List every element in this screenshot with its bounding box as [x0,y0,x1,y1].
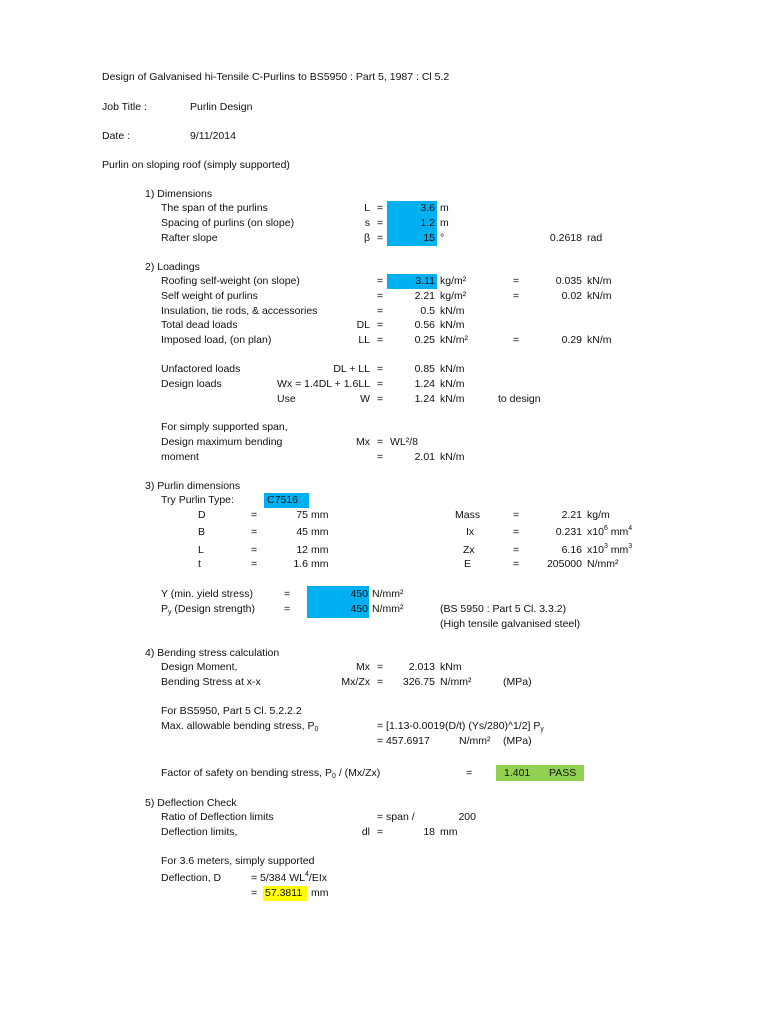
equals: = [513,509,520,521]
equals: = [377,451,384,463]
roofing-weight-unit: kg/m² [440,275,467,287]
bending-stress-note: (MPa) [503,676,532,688]
dead-load-symbol: DL [356,319,370,331]
deflection-limit-unit: mm [440,826,458,838]
equals: = [377,305,384,317]
design-moment-unit: kNm [440,661,462,673]
section-loadings-heading: 2) Loadings [145,261,200,273]
mass-value: 2.21 [561,509,582,521]
imposed-load-kn: 0.29 [561,334,582,346]
equals: = [377,232,384,244]
span-unit: m [440,202,449,214]
factor-of-safety-label: Factor of safety on bending stress, $P_0 / (Mx/Zx)$ [161,767,381,780]
insulation-unit: kN/m [440,305,465,317]
simply-supported-line1: For simply supported span, [161,421,288,433]
design-strength-unit: N/mm² [372,603,404,615]
roofing-weight-kn-unit: kN/m [587,275,612,287]
deflection-value: 57.3811 [265,887,303,899]
mass-symbol: Mass [455,509,481,521]
design-loads-unit: kN/m [440,378,465,390]
purlin-type-value[interactable]: C7516 [267,494,298,506]
equals: = [251,509,258,521]
equals: = [377,826,384,838]
bending-stress-value: 326.75 [402,676,435,688]
case-description: Purlin on sloping roof (simply supported) [102,159,290,171]
spacing-value[interactable]: 1.2 [420,217,435,229]
date-value[interactable]: 9/11/2014 [190,130,236,142]
slope-symbol: β [363,232,370,244]
dim-D-unit: mm [311,509,329,521]
design-loads-label: Design loads [161,378,222,390]
dim-B-value: 45 [296,526,308,538]
equals: = [377,319,384,331]
insulation-label: Insulation, tie rods, & accessories [161,305,318,317]
design-moment-symbol: Mx [356,661,370,673]
equals: = [513,290,520,302]
equals: = [251,558,258,570]
equals: = [377,676,384,688]
dim-B-unit: mm [311,526,329,538]
equals: = [377,275,384,287]
equals: = [377,436,384,448]
code-reference: For BS5950, Part 5 Cl. 5.2.2.2 [161,705,302,717]
ix-symbol: Ix [466,526,475,538]
section-deflection-heading: 5) Deflection Check [145,797,237,809]
equals: = [377,363,384,375]
design-strength-value[interactable]: 450 [350,603,368,615]
deflection-ratio-formula: = span / [377,811,415,823]
deflection-limit-label: Deflection limits, [161,826,238,838]
insulation-value: 0.5 [420,305,435,317]
slope-label: Rafter slope [161,232,218,244]
yield-stress-value[interactable]: 450 [350,588,368,600]
design-strength-reference: (BS 5950 : Part 5 Cl. 3.3.2) [440,603,567,615]
deflection-formula: = 5/384 $WL^4$/EIx [251,871,327,884]
dim-t-symbol: t [198,558,201,570]
imposed-load-value: 0.25 [414,334,435,346]
equals: = [251,526,258,538]
dead-load-unit: kN/m [440,319,465,331]
max-allowable-formula: = [1.13-0.0019(D/t) (Ys/280)^1/2] $P_y$ [377,720,544,733]
simply-supported-line3: moment [161,451,199,463]
purlin-weight-value: 2.21 [414,290,435,302]
section-dimensions-heading: 1) Dimensions [145,188,213,200]
design-loads-value: 1.24 [414,378,435,390]
purlin-weight-kn-unit: kN/m [587,290,612,302]
bending-stress-unit: N/mm² [440,676,472,688]
slope-unit: ° [440,232,445,244]
deflection-limit-symbol: dl [361,826,370,838]
equals: = [466,767,473,779]
moment-unit: kN/m [440,451,465,463]
imposed-load-symbol: LL [358,334,370,346]
zx-symbol: Zx [463,544,475,556]
use-value: 1.24 [414,393,435,405]
e-value: 205000 [546,558,582,570]
span-value[interactable]: 3.6 [420,202,435,214]
span-label: The span of the purlins [161,202,268,214]
spacing-unit: m [440,217,449,229]
e-unit: N/mm² [587,558,619,570]
deflection-unit: mm [311,887,329,899]
equals: = [284,588,291,600]
equals: = [377,334,384,346]
equals: = [513,526,520,538]
unfactored-loads-unit: kN/m [440,363,465,375]
max-allowable-unit: N/mm² [459,735,491,747]
roofing-weight-kn: 0.035 [555,275,582,287]
equals: = [377,661,384,673]
moment-formula: WL²/8 [390,436,419,448]
span-symbol: L [364,202,370,214]
dead-load-label: Total dead loads [161,319,238,331]
bending-stress-symbol: Mx/Zx [341,676,370,688]
bending-stress-label: Bending Stress at x-x [161,676,261,688]
imposed-load-kn-unit: kN/m [587,334,612,346]
simply-supported-line2: Design maximum bending [161,436,283,448]
equals: = [513,558,520,570]
equals: = [513,275,520,287]
deflection-limit-value: 18 [423,826,435,838]
ix-value: 0.231 [555,526,582,538]
steel-type-note: (High tensile galvanised steel) [440,618,581,630]
purlin-type-label: Try Purlin Type: [161,494,234,506]
moment-value: 2.01 [414,451,435,463]
equals: = [513,544,520,556]
dim-L-symbol: L [198,544,204,556]
dim-D-value: 75 [296,509,308,521]
equals: = [251,887,258,899]
deflection-ratio-label: Ratio of Deflection limits [161,811,274,823]
imposed-load-label: Imposed load, (on plan) [161,334,272,346]
deflection-ratio-value: 200 [458,811,476,823]
max-allowable-label: Max. allowable bending stress, $P_0$ [161,720,319,733]
document-title: Design of Galvanised hi-Tensile C-Purlins to BS5950 : Part 5, 1987 : Cl 5.2 [102,71,450,83]
spacing-symbol: s [364,217,370,229]
dead-load-value: 0.56 [414,319,435,331]
design-loads-formula: Wx = 1.4DL + 1.6LL [277,378,370,390]
design-moment-value: 2.013 [408,661,435,673]
design-moment-label: Design Moment, [161,661,238,673]
section-bending-heading: 4) Bending stress calculation [145,647,280,659]
deflection-label: Deflection, D [161,872,222,884]
ix-unit: $x10^6$ $mm^4$ [587,525,633,538]
max-allowable-value: = 457.6917 [377,735,430,747]
unfactored-loads-label: Unfactored loads [161,363,241,375]
factor-of-safety-value: 1.401 [504,767,531,779]
pass-status-badge: PASS [549,767,577,779]
dim-B-symbol: B [198,526,206,538]
dim-t-unit: mm [311,558,329,570]
mass-unit: kg/m [587,509,610,521]
max-allowable-note: (MPa) [503,735,532,747]
equals: = [377,290,384,302]
dim-D-symbol: D [198,509,206,521]
roofing-weight-value[interactable]: 3.11 [415,275,435,287]
equals: = [377,202,384,214]
e-symbol: E [464,558,472,570]
yield-stress-label: Y (min. yield stress) [161,588,253,600]
use-note: to design [498,393,541,405]
spacing-label: Spacing of purlins (on slope) [161,217,295,229]
dim-L-value: 12 [296,544,308,556]
unfactored-loads-symbol: DL + LL [333,363,370,375]
purlin-weight-kn: 0.02 [561,290,582,302]
deflection-case: For 3.6 meters, simply supported [161,855,315,867]
equals: = [377,393,384,405]
purlin-weight-label: Self weight of purlins [161,290,258,302]
dim-t-value: 1.6 [293,558,308,570]
imposed-load-unit: kN/m² [440,334,468,346]
slope-radians-unit: rad [587,232,603,244]
equals: = [377,378,384,390]
zx-unit: $x10^3$ $mm^3$ [587,543,633,556]
equals: = [377,217,384,229]
zx-value: 6.16 [561,544,582,556]
yield-stress-unit: N/mm² [372,588,404,600]
use-label: Use [277,393,296,405]
equals: = [513,334,520,346]
use-unit: kN/m [440,393,465,405]
moment-symbol: Mx [356,436,370,448]
dim-L-unit: mm [311,544,329,556]
job-title-value[interactable]: Purlin Design [190,101,253,113]
unfactored-loads-value: 0.85 [414,363,435,375]
use-symbol: W [360,393,370,405]
slope-value[interactable]: 15 [423,232,435,244]
equals: = [284,603,291,615]
section-purlin-heading: 3) Purlin dimensions [145,480,241,492]
date-label: Date : [102,130,131,142]
design-strength-label: $P_y$ (Design strength) [161,603,255,616]
equals: = [251,544,258,556]
slope-radians-value: 0.2618 [549,232,582,244]
roofing-weight-label: Roofing self-weight (on slope) [161,275,300,287]
purlin-weight-unit: kg/m² [440,290,467,302]
job-title-label: Job Title : [102,101,147,113]
